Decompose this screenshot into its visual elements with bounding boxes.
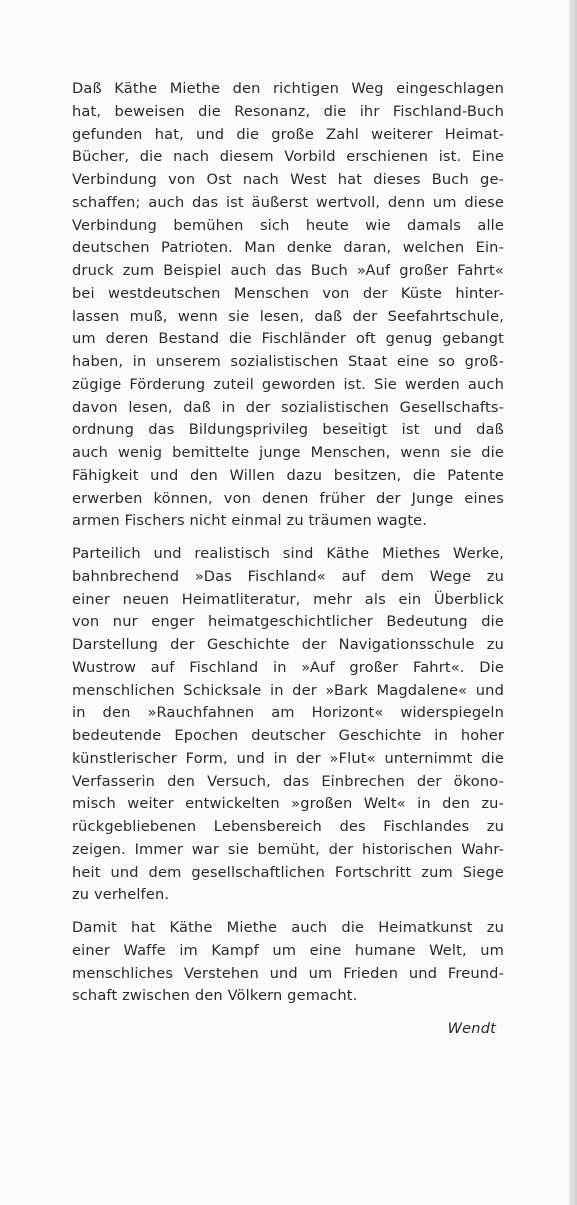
text-line: haben, in unserem sozialistischen Staat eine so groß-: [72, 353, 504, 370]
page-edge: [569, 0, 577, 1205]
text-line: lassen muß, wenn sie lesen, daß der Seefahrtschule,: [72, 307, 504, 325]
paragraph-2: [72, 543, 504, 907]
text-block: [72, 78, 504, 1041]
text-line: zügige Förderung zuteil geworden ist. Sie werden auch: [72, 375, 504, 393]
text-line: Bücher, die nach diesem Vorbild erschienen ist. Eine: [72, 148, 504, 166]
text-line: druck zum Beispiel auch das Buch »Auf großer Fahrt«: [72, 262, 504, 279]
text-line: Parteilich und realistisch sind Käthe Miethes Werke,: [72, 545, 504, 562]
text-line: davon lesen, daß in der sozialistischen Gesellschafts-: [72, 398, 504, 416]
text-line: rückgebliebenen Lebensbereich des Fischlandes zu: [72, 818, 504, 835]
text-line: künstlerischer Form, und in der »Flut« unternimmt die: [72, 749, 504, 767]
text-line: bedeutende Epochen deutscher Geschichte in hoher: [72, 727, 504, 744]
text-line: Verfasserin den Versuch, das Einbrechen der ökono-: [72, 772, 504, 790]
text-line: armen Fischers nicht einmal zu träumen wagte.: [72, 512, 428, 530]
text-line: einer neuen Heimatliteratur, mehr als ein Überblick: [72, 590, 504, 608]
paragraph-1: [72, 78, 504, 533]
text-line: misch weiter entwickelten »großen Welt« in den zu-: [72, 795, 504, 813]
text-line: Verbindung bemühen sich heute wie damals alle: [72, 216, 504, 234]
text-line: menschliches Verstehen und um Frieden und Freund-: [72, 964, 504, 982]
text-line: schaft zwischen den Völkern gemacht.: [72, 987, 358, 1005]
text-line: bei westdeutschen Menschen von der Küste hinter-: [72, 284, 504, 302]
text-line: zu verhelfen.: [72, 886, 170, 904]
author-signature: Wendt: [447, 1020, 496, 1037]
text-line: von nur enger heimatgeschichtlicher Bedeutung die: [72, 613, 504, 631]
text-line: ordnung das Bildungsprivileg beseitigt ist und daß: [72, 421, 504, 439]
text-line: hat, beweisen die Resonanz, die ihr Fischland-Buch: [72, 102, 504, 120]
text-line: menschlichen Schicksale in der »Bark Magdalene« und: [72, 681, 504, 699]
text-line: Fähigkeit und den Willen dazu besitzen, die Patente: [72, 466, 504, 484]
text-line: bahnbrechend »Das Fischland« auf dem Wege zu: [72, 567, 504, 585]
text-line: erwerben können, von denen früher der Junge eines: [72, 489, 504, 507]
text-line: Damit hat Käthe Miethe auch die Heimatkunst zu: [72, 919, 504, 936]
text-line: heit und dem gesellschaftlichen Fortschritt zum Siege: [72, 863, 504, 881]
text-line: einer Waffe im Kampf um eine humane Welt, um: [72, 941, 504, 959]
text-line: in den »Rauchfahnen am Horizont« widerspiegeln: [72, 704, 504, 722]
paragraph-3: [72, 917, 504, 1008]
text-line: Daß Käthe Miethe den richtigen Weg eingeschlagen: [72, 80, 504, 97]
text-line: gefunden hat, und die große Zahl weiterer Heimat-: [72, 125, 504, 143]
text-line: Darstellung der Geschichte der Navigationsschule zu: [72, 636, 504, 653]
text-line: auch wenig bemittelte junge Menschen, wenn sie die: [72, 444, 504, 461]
text-line: um deren Bestand die Fischländer oft genug gebangt: [72, 330, 504, 348]
text-line: zeigen. Immer war sie bemüht, der historischen Wahr-: [72, 840, 504, 858]
text-line: Verbindung von Ost nach West hat dieses Buch ge-: [72, 171, 504, 188]
text-line: schaffen; auch das ist äußerst wertvoll, denn um diese: [72, 193, 504, 211]
text-line: deutschen Patrioten. Man denke daran, welchen Ein-: [72, 239, 504, 257]
text-line: Wustrow auf Fischland in »Auf großer Fahrt«. Die: [72, 658, 504, 676]
